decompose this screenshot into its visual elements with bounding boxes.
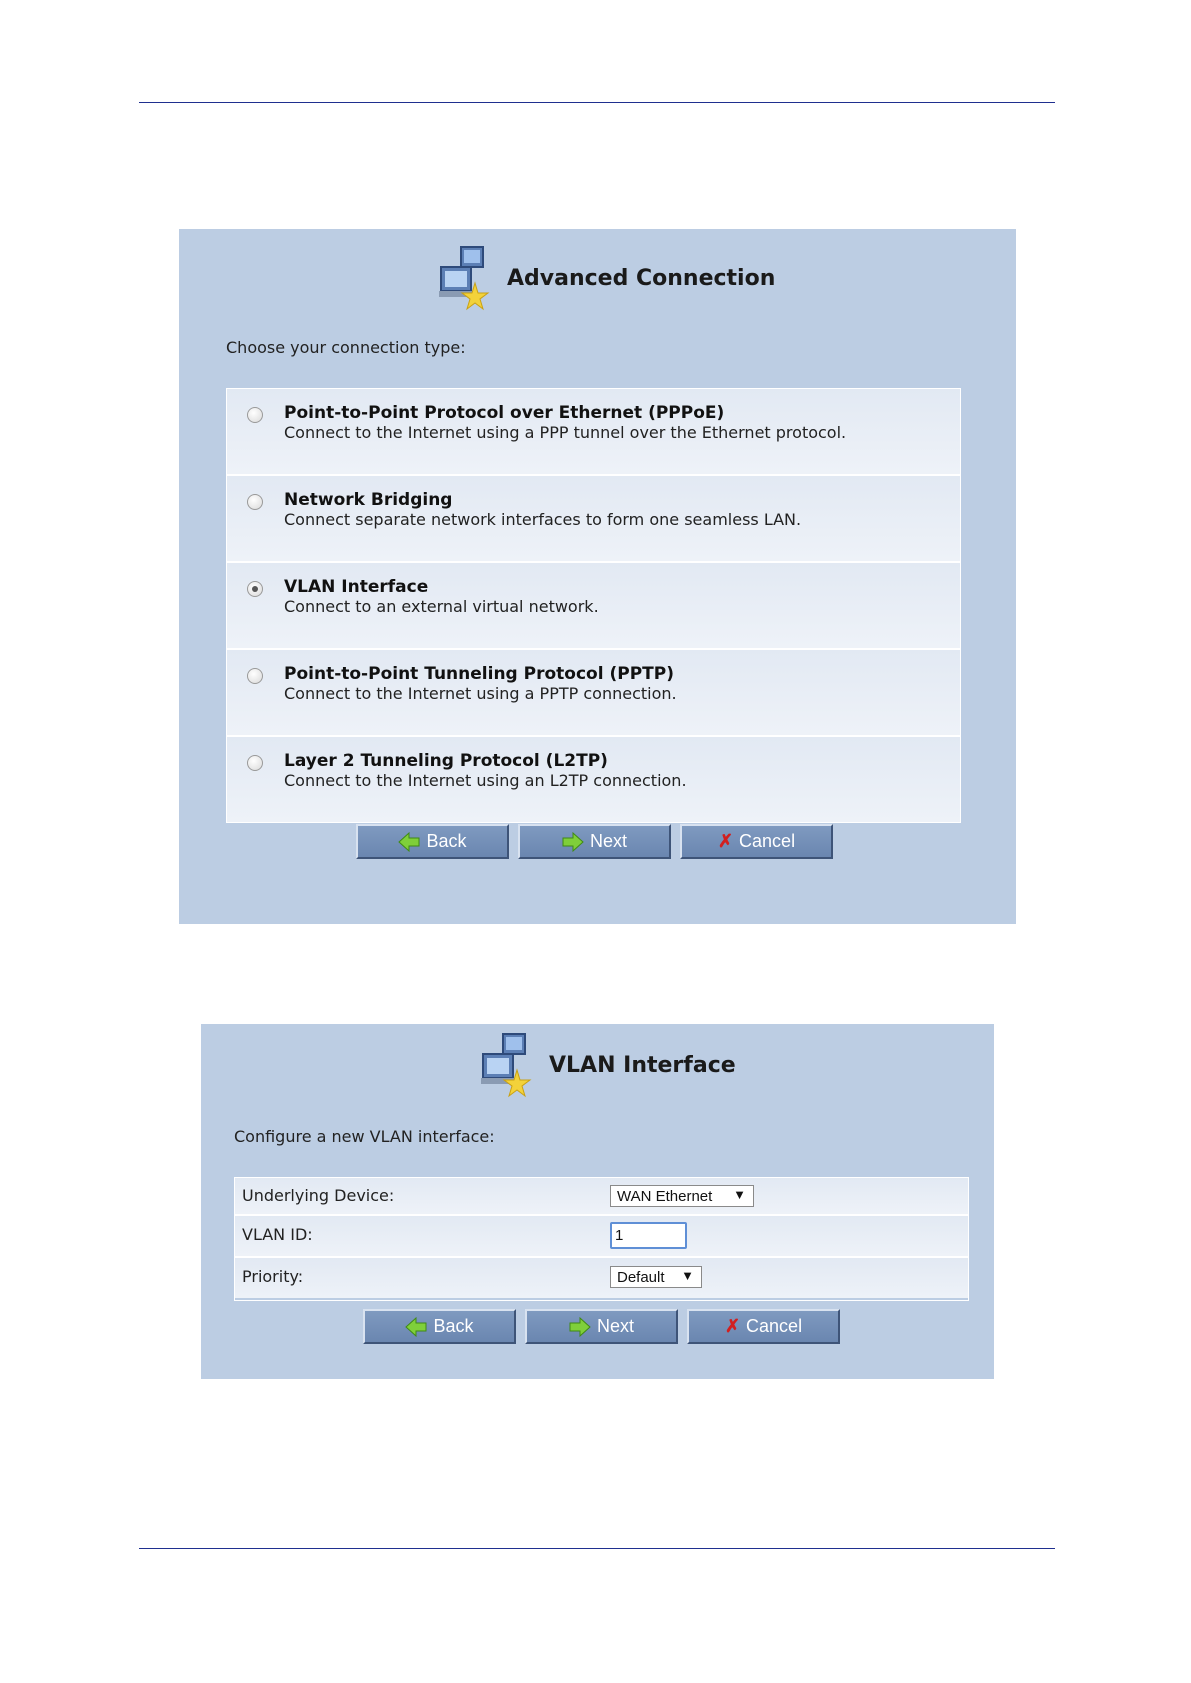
wizard-buttons — [356, 824, 833, 859]
option-title: Point-to-Point Protocol over Ethernet (PPPoE) — [284, 403, 725, 423]
footer-rule — [139, 1548, 1055, 1549]
radio-network-bridging[interactable] — [247, 494, 263, 510]
cancel-button[interactable] — [680, 824, 833, 859]
priority-row — [235, 1258, 968, 1298]
radio-l2tp[interactable] — [247, 755, 263, 771]
panel-title: VLAN Interface — [549, 1052, 736, 1078]
back-label: Back — [426, 831, 467, 851]
cancel-button[interactable] — [687, 1309, 840, 1344]
priority-label: Priority: — [242, 1267, 304, 1286]
next-button[interactable] — [525, 1309, 678, 1344]
vlan-form — [234, 1177, 969, 1301]
option-pptp[interactable] — [227, 650, 960, 737]
connection-type-prompt: Choose your connection type: — [226, 338, 466, 357]
connection-options — [226, 388, 961, 823]
option-title: Network Bridging — [284, 490, 453, 510]
option-description: Connect separate network interfaces to form one seamless LAN. — [284, 510, 802, 529]
radio-pppoe[interactable] — [247, 407, 263, 423]
option-title: Point-to-Point Tunneling Protocol (PPTP) — [284, 664, 674, 684]
next-label: Next — [596, 1316, 634, 1336]
header-rule — [139, 102, 1055, 103]
priority-select[interactable] — [610, 1266, 702, 1288]
next-button[interactable] — [518, 824, 671, 859]
panel-title: Advanced Connection — [507, 265, 776, 291]
option-description: Connect to the Internet using an L2TP connection. — [284, 771, 687, 790]
priority-value: Default — [617, 1268, 665, 1286]
option-description: Connect to an external virtual network. — [284, 597, 599, 616]
cancel-x-icon: ✗ — [724, 1316, 741, 1336]
vlan-id-value: 1 — [615, 1227, 624, 1244]
next-arrow-icon — [562, 832, 584, 852]
underlying-device-value: WAN Ethernet — [617, 1187, 713, 1205]
vlan-id-row — [235, 1216, 968, 1258]
wizard-buttons — [363, 1309, 840, 1344]
vlan-prompt: Configure a new VLAN interface: — [234, 1127, 495, 1146]
underlying-device-label: Underlying Device: — [242, 1186, 395, 1205]
option-l2tp[interactable] — [227, 737, 960, 822]
vlan-id-label: VLAN ID: — [242, 1225, 313, 1244]
cancel-label: Cancel — [739, 831, 796, 851]
back-button[interactable] — [363, 1309, 516, 1344]
option-description: Connect to the Internet using a PPP tunnel over the Ethernet protocol. — [284, 423, 847, 442]
back-button[interactable] — [356, 824, 509, 859]
vlan-id-input[interactable] — [610, 1222, 687, 1249]
next-label: Next — [589, 831, 627, 851]
underlying-device-row — [235, 1178, 968, 1216]
back-label: Back — [433, 1316, 474, 1336]
chevron-down-icon: ▼ — [733, 1187, 746, 1202]
radio-pptp[interactable] — [247, 668, 263, 684]
network-connection-icon — [431, 241, 497, 315]
option-network-bridging[interactable] — [227, 476, 960, 563]
cancel-label: Cancel — [746, 1316, 803, 1336]
network-connection-icon — [473, 1028, 539, 1102]
option-title: VLAN Interface — [284, 577, 429, 597]
cancel-x-icon: ✗ — [717, 831, 734, 851]
next-arrow-icon — [569, 1317, 591, 1337]
underlying-device-select[interactable] — [610, 1185, 754, 1207]
advanced-connection-panel — [179, 229, 1016, 924]
panel-header — [431, 241, 775, 315]
vlan-interface-panel — [201, 1024, 994, 1379]
back-arrow-icon — [398, 832, 420, 852]
chevron-down-icon: ▼ — [681, 1268, 694, 1283]
option-description: Connect to the Internet using a PPTP connection. — [284, 684, 677, 703]
radio-vlan-interface[interactable] — [247, 581, 263, 597]
option-pppoe[interactable] — [227, 389, 960, 476]
panel-header — [473, 1028, 736, 1102]
option-title: Layer 2 Tunneling Protocol (L2TP) — [284, 751, 608, 771]
back-arrow-icon — [405, 1317, 427, 1337]
option-vlan-interface[interactable] — [227, 563, 960, 650]
